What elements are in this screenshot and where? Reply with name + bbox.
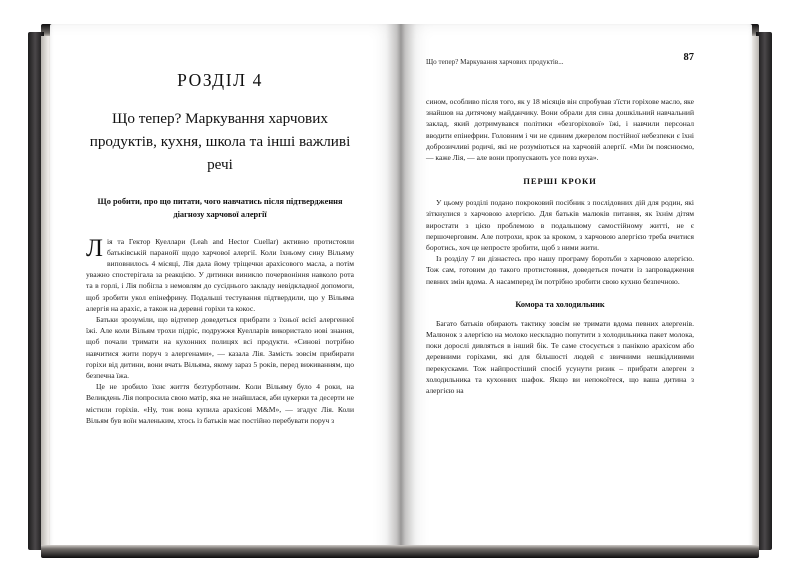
paragraph-with-dropcap	[86, 236, 354, 314]
paragraph-text: Із розділу 7 ви дізнаєтесь про нашу програму боротьби з харчовою алергією. Тож сам, готовим до такого протистояння, доведеться почати із запровадження певних змін вдома. А насамперед їм потрібно зробити свою кухню безпечною.	[426, 254, 694, 286]
paragraph-text: Батьки зрозуміли, що відтепер доведеться прибрати з їхньої всієї алергенної їжі. Але коли Вільям трохи підріс, подружжя Куелларів використало нові знання, щоб почали тримати на кухонних полицях всі продукти. «Синові потрібно навчитися жити поруч з алергенами», — казала Лія. Замість зовсім прибирати горіхи від дитини, вони вчать Вільяма, якому зараз 5 років, перед виживанням, що безпечна їжа.	[86, 314, 354, 380]
section-heading: ПЕРШІ КРОКИ	[523, 176, 597, 187]
paragraph-text: сином, особливо після того, як у 18 місяців він спробував з'їсти горіхове масло, яке знайшов на дитячому майданчику. Вони обрали для сина дошкільний навчальний заклад, який дотримувався політики «безгоріхової» їжі, і навчили персонал вводити епінефрин. Головним і чи не єдиним джерелом постійної небезпеки є їхні доброзичливі родичі, які не розуміються на харчовій алергії. «Ми їм пояснюємо, — каже Лія, — але вони пропускають усе повз вуха».	[426, 97, 694, 163]
chapter-title: Що тепер? Маркування харчових продуктів, кухня, школа та інші важливі речі	[89, 110, 351, 174]
paragraph-text: У цьому розділі подано покроковий посібник з послідовних дій для родин, які зіткнулися з харчовою алергією. Для батьків малюків питання, як їхнім дітям виростати з цією проблемою в подальшому самостійному житті, не є першочерговим. Але потрохи, крок за кроком, з харчовою алергією треба вчитися боротись, хоч це непросте зробити, щоб з ними жити.	[426, 198, 694, 253]
subsection-heading: Комора та холодильник	[515, 299, 605, 309]
chapter-number: РОЗДІЛ 4	[177, 70, 263, 90]
paragraph-text: Це не зробило їхнє життя безтурботним. Коли Вільяму було 4 роки, на Великдень Лія попросила свою матір, яка не знайшлася, аби цукерки та десерти не містили горіхів. «Ну, тож вона купила арахісові M&M», — згадує Лія. Коли Вільям був воїн маленьким, хтось із батьків має постійно перебувати поруч з	[86, 382, 354, 425]
left-page-text-column	[86, 70, 354, 426]
paragraph-text: Багато батьків обирають тактику зовсім не тримати вдома певних алергенів. Малюнок з алергією на молоко нескладно попутити з холодильника пакет молока, поки дорослі дивляться в інший бік. Те саме стосується з панікою арахісом або деревними горіхами, які для більшості людей є звичними нешкідливими перекусками. Тож найпростіший спосіб усунути ризик – прибрати алерген з холодильника та кухонних шафок. Якщо ви непокоїтеся, що ваша дитина з алергією на	[426, 318, 694, 396]
page-block-bottom-edge	[41, 545, 759, 558]
running-head: Що тепер? Маркування харчових продуктів...	[426, 58, 564, 66]
book	[28, 24, 772, 558]
paragraph-text: ія та Гектор Куеллари (Leah and Hector Cuellar) активно протистояли батьківській паранойї щодо харчової алергії. Коли їхньому сину Вільяму виповнилось 4 місяці, Лія дала йому тріщечки арахісового масла, а потім уважно спостерігала за реакцією. У дитинки виникло почервоніння навколо рота та в горлі, і Лія побігла з немовлям до сусіднього закладу невідкладної допомоги, щоб зробити укол епінефрину. Подальші тестування підтвердили, що у Вільяма алергія на арахіс, а також на деревні горіхи та кокос.	[86, 236, 354, 313]
page-number-folio: 87	[683, 52, 694, 63]
chapter-subtitle: Що робити, про що питати, чого навчатись після підтвердження діагнозу харчової алергії	[97, 197, 343, 219]
drop-cap-letter: Л	[86, 234, 103, 262]
right-page-text-column	[426, 52, 694, 396]
